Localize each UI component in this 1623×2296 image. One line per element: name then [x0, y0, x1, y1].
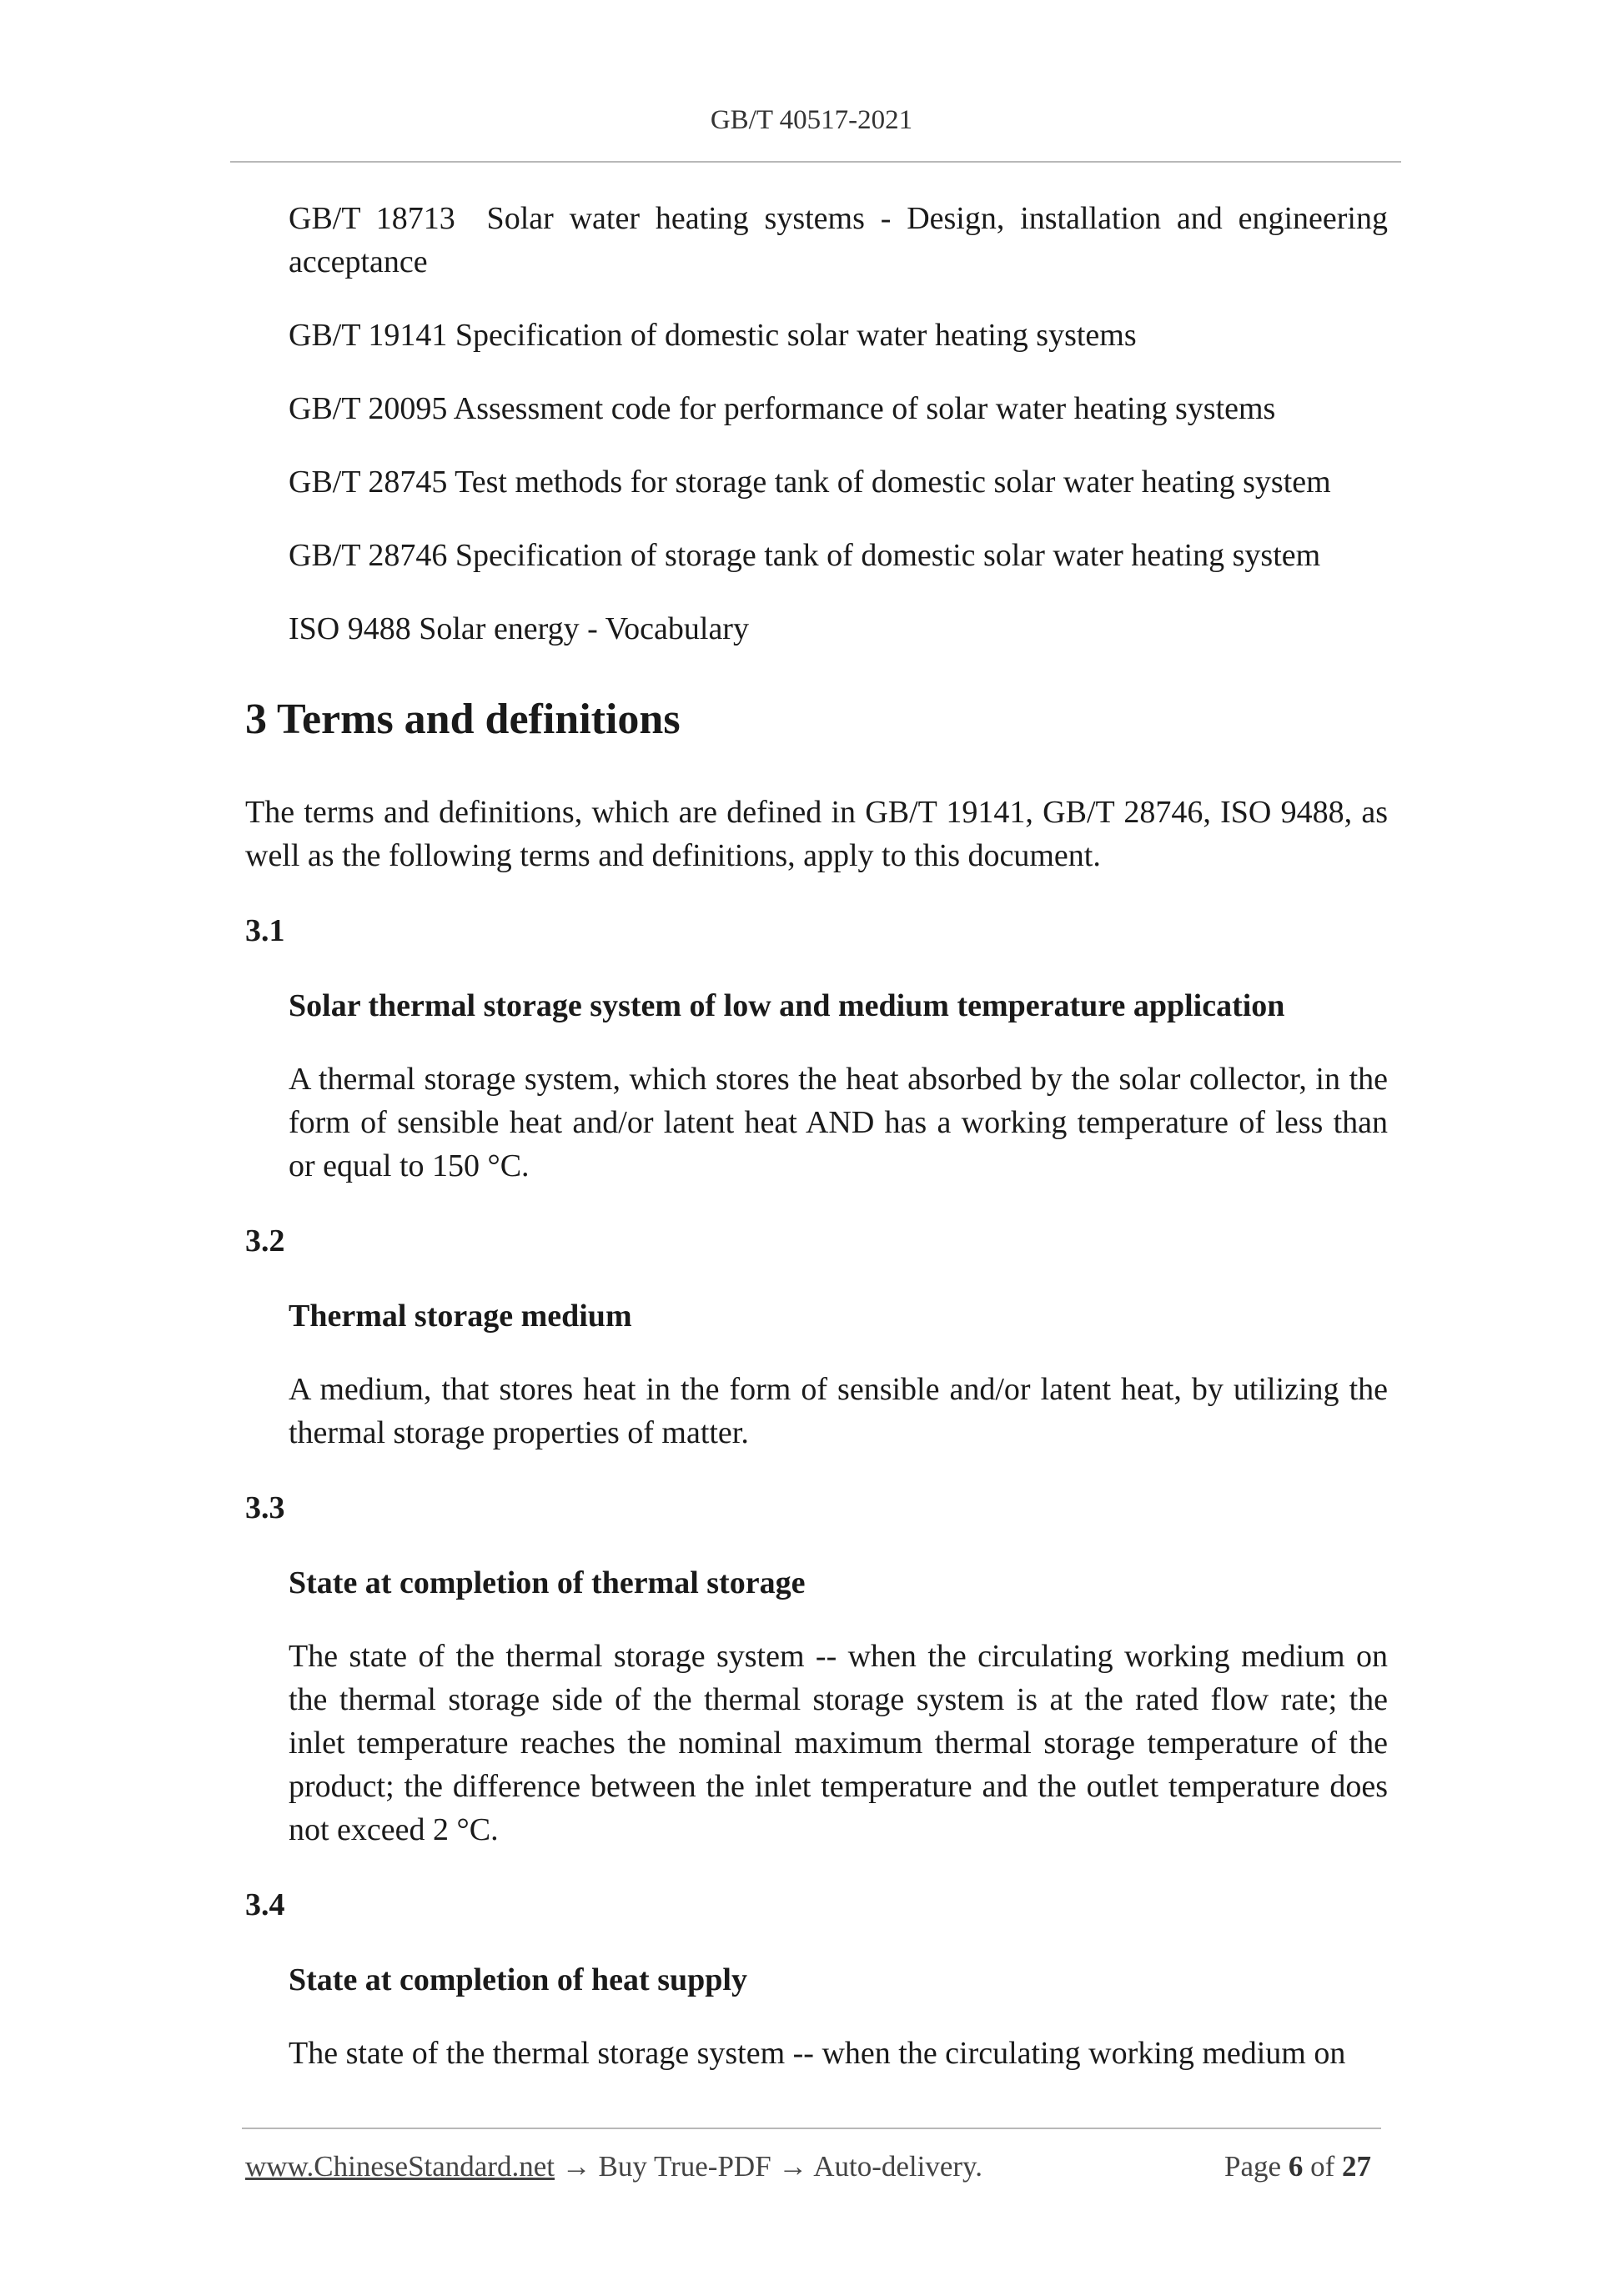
- term-definition: The state of the thermal storage system -- when the circulating working medium on: [289, 2036, 1346, 2071]
- term-entry: [245, 1883, 1388, 2075]
- footer-promo: [245, 2150, 982, 2183]
- term-number: 3.2: [245, 1223, 285, 1259]
- term-title: Solar thermal storage system of low and medium temperature application: [289, 988, 1285, 1023]
- term-number: 3.4: [245, 1887, 285, 1922]
- section-title: 3 Terms and definitions: [245, 696, 681, 743]
- term-definition: The state of the thermal storage system -- when the circulating working medium on the thermal storage side of the thermal storage system is at the rated flow rate; the inlet temperature reaches the nominal maximum thermal storage temperature of the product; the difference between the inlet temperature and the outlet temperature does not exceed 2 °C.: [289, 1639, 1388, 1847]
- term-title: Thermal storage medium: [289, 1299, 632, 1334]
- reference-item: GB/T 28745 Test methods for storage tank of domestic solar water heating system: [289, 465, 1331, 500]
- running-header: GB/T 40517-2021: [710, 105, 913, 135]
- reference-item: GB/T 20095 Assessment code for performance of solar water heating systems: [289, 391, 1276, 426]
- term-entry: [245, 1486, 1388, 1851]
- page-label: Page: [1224, 2150, 1282, 2183]
- term-definition: A thermal storage system, which stores the heat absorbed by the solar collector, in the form of sensible heat and/or latent heat AND has a working temperature of less than or equal to 150 °C.: [289, 1062, 1388, 1183]
- reference-item: ISO 9488 Solar energy - Vocabulary: [289, 611, 749, 646]
- section-intro: The terms and definitions, which are defined in GB/T 19141, GB/T 28746, ISO 9488, as well as the following terms and definitions, apply to this document.: [245, 795, 1388, 873]
- term-title: State at completion of thermal storage: [289, 1565, 806, 1600]
- term-entry: [245, 909, 1388, 1188]
- footer-divider: [242, 2128, 1381, 2129]
- term-entry: [245, 1219, 1388, 1454]
- page-current: 6: [1288, 2150, 1304, 2183]
- term-title: State at completion of heat supply: [289, 1962, 747, 1997]
- page-number: [1224, 2150, 1371, 2183]
- page-total: 27: [1342, 2150, 1371, 2183]
- page-of-label: of: [1310, 2150, 1335, 2183]
- normative-references-list: [245, 197, 1388, 651]
- page-content: [245, 197, 1388, 2107]
- term-definition: A medium, that stores heat in the form of sensible and/or latent heat, by utilizing the thermal storage properties of matter.: [289, 1372, 1388, 1450]
- term-number: 3.3: [245, 1490, 285, 1525]
- header-divider: [230, 161, 1401, 163]
- reference-item: GB/T 19141 Specification of domestic solar water heating systems: [289, 318, 1137, 353]
- website-link[interactable]: www.ChineseStandard.net: [245, 2150, 555, 2183]
- footer-promo-text: → Buy True-PDF → Auto-delivery.: [555, 2150, 983, 2183]
- reference-item: GB/T 28746 Specification of storage tank of domestic solar water heating system: [289, 538, 1321, 573]
- term-number: 3.1: [245, 913, 285, 948]
- reference-item: GB/T 18713 Solar water heating systems - Design, installation and engineering acceptance: [289, 201, 1388, 279]
